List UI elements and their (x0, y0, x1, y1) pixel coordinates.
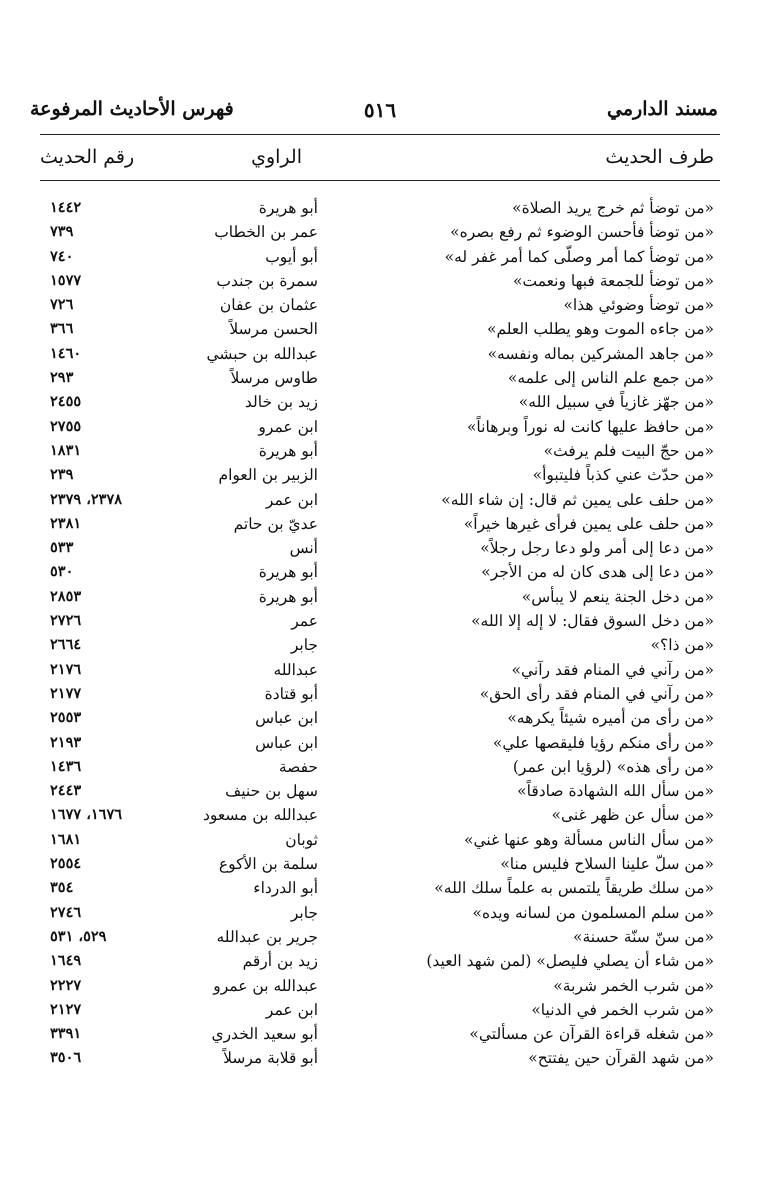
narrator-name: أبو الدرداء (253, 879, 318, 898)
hadith-number: ٢١٧٧ (50, 684, 82, 702)
hadith-text: «من رآني في المنام فقد رأى الحق» (479, 684, 714, 703)
book-title: مسند الدارمي (607, 98, 718, 120)
table-row (40, 293, 720, 317)
table-row (40, 269, 720, 293)
hadith-text: «من سأل الله الشهادة صادقاً» (517, 782, 714, 801)
narrator-name: الزبير بن العوام (218, 466, 318, 485)
table-row (40, 876, 720, 900)
table-row (40, 585, 720, 609)
hadith-number: ٢٦٦٤ (50, 636, 82, 654)
hadith-number: ٣٥٤ (50, 879, 74, 897)
table-row (40, 998, 720, 1022)
index-table (40, 196, 720, 1071)
hadith-number: ٥٣٠ (50, 563, 74, 581)
hadith-text: «من توضأ وضوئي هذا» (563, 296, 714, 315)
table-row (40, 560, 720, 584)
narrator-name: ابن عمر (265, 1000, 318, 1019)
hadith-text: «من دعا إلى هدى كان له من الأجر» (481, 563, 714, 582)
table-row (40, 245, 720, 269)
table-row (40, 512, 720, 536)
column-headers (40, 146, 720, 176)
narrator-name: عديّ بن حاتم (233, 514, 318, 533)
hadith-number: ٢٢٢٧ (50, 976, 82, 994)
table-row (40, 901, 720, 925)
table-row (40, 633, 720, 657)
hadith-number: ٢٣٩ (50, 466, 74, 484)
narrator-name: سلمة بن الأكوع (218, 855, 318, 874)
table-row (40, 852, 720, 876)
narrator-name: أبو سعيد الخدري (211, 1025, 318, 1044)
table-row (40, 439, 720, 463)
hadith-number: ١٦٧٦، ١٦٧٧ (50, 806, 123, 824)
narrator-name: أبو هريرة (258, 199, 318, 217)
hadith-number: ٧٢٦ (50, 296, 74, 314)
table-row (40, 828, 720, 852)
narrator-name: جرير بن عبدالله (216, 927, 318, 946)
table-row (40, 974, 720, 998)
narrator-name: طاوس مرسلاً (230, 369, 318, 388)
hadith-number: ١٦٨١ (50, 830, 82, 848)
hadith-text: «من حجّ البيت فلم يرفث» (543, 441, 714, 460)
narrator-name: ثوبان (285, 830, 318, 849)
table-row (40, 609, 720, 633)
hadith-number: ٢٥٥٣ (50, 709, 82, 727)
hadith-number: ٥٢٩، ٥٣١ (50, 927, 107, 945)
column-header-narrator: الراوي (251, 146, 302, 168)
hadith-text: «من حلف على يمين فرأى غيرها خيراً» (463, 514, 714, 533)
narrator-name: أنس (289, 539, 318, 558)
hadith-number: ٢٣٧٨، ٢٣٧٩ (50, 490, 123, 508)
table-row (40, 366, 720, 390)
hadith-text: «من سنّ سنّة حسنة» (572, 927, 714, 946)
table-row (40, 196, 720, 220)
hadith-number: ١٥٧٧ (50, 271, 82, 289)
column-header-rule (40, 180, 720, 181)
narrator-name: أبو أيوب (265, 247, 318, 266)
hadith-text: «من رأى منكم رؤيا فليقصها علي» (492, 733, 714, 752)
hadith-number: ٧٣٩ (50, 223, 74, 241)
narrator-name: زيد بن خالد (244, 393, 318, 412)
column-header-hadith: طرف الحديث (605, 146, 714, 168)
narrator-name: زيد بن أرقم (242, 952, 318, 971)
narrator-name: ابن عباس (255, 733, 318, 752)
hadith-text: «من دخل السوق فقال: لا إله إلا الله» (471, 612, 714, 631)
hadith-number: ٢١٢٧ (50, 1000, 82, 1018)
narrator-name: عبدالله بن مسعود (202, 806, 318, 825)
hadith-text: «من توضأ للجمعة فبها ونعمت» (512, 271, 714, 290)
hadith-number: ٥٣٣ (50, 539, 74, 557)
hadith-number: ٢٣٨١ (50, 514, 82, 532)
hadith-text: «من حلف على يمين ثم قال: إن شاء الله» (441, 490, 714, 509)
narrator-name: أبو قتادة (264, 684, 318, 703)
hadith-text: «من جاءه الموت وهو يطلب العلم» (486, 320, 714, 339)
hadith-text: «من حدّث عني كذباً فليتبوأ» (532, 466, 714, 485)
hadith-number: ١٤٣٦ (50, 757, 82, 775)
narrator-name: حفصة (278, 757, 318, 776)
hadith-text: «من رآني في المنام فقد رآني» (511, 660, 714, 679)
hadith-number: ٣٥٠٦ (50, 1049, 82, 1067)
hadith-text: «من دخل الجنة ينعم لا يبأس» (521, 587, 714, 606)
hadith-number: ١٦٤٩ (50, 952, 82, 970)
narrator-name: أبو هريرة (258, 563, 318, 582)
narrator-name: عبدالله بن حبشي (206, 344, 318, 363)
table-row (40, 682, 720, 706)
table-row (40, 731, 720, 755)
hadith-text: «من توضأ ثم خرج يريد الصلاة» (512, 199, 714, 217)
hadith-text: «من شغله قراءة القرآن عن مسألتي» (469, 1025, 714, 1044)
hadith-text: «من جاهد المشركين بماله ونفسه» (487, 344, 714, 363)
hadith-number: ٢٤٤٣ (50, 782, 82, 800)
table-row (40, 949, 720, 973)
narrator-name: سمرة بن جندب (216, 271, 318, 290)
narrator-name: ابن عمر (265, 490, 318, 509)
hadith-text: «من سلم المسلمون من لسانه ويده» (472, 903, 714, 922)
narrator-name: جابر (290, 903, 318, 922)
narrator-name: سهل بن حنيف (225, 782, 318, 801)
column-header-number: رقم الحديث (40, 146, 135, 168)
hadith-text: «من حافظ عليها كانت له نوراً وبرهاناً» (466, 417, 714, 436)
narrator-name: أبو هريرة (258, 587, 318, 606)
hadith-text: «من شرب الخمر في الدنيا» (531, 1000, 714, 1019)
narrator-name: عمر (291, 612, 318, 631)
hadith-number: ٢١٧٦ (50, 660, 82, 678)
hadith-text: «من دعا إلى أمر ولو دعا رجل رجلاً» (480, 539, 714, 558)
table-row (40, 755, 720, 779)
table-row (40, 488, 720, 512)
hadith-text: «من رأى هذه» (لرؤيا ابن عمر) (512, 757, 714, 776)
hadith-number: ٢٤٥٥ (50, 393, 82, 411)
narrator-name: عمر بن الخطاب (214, 223, 318, 242)
hadith-number: ١٨٣١ (50, 441, 82, 459)
hadith-number: ٧٤٠ (50, 247, 74, 265)
narrator-name: ابن عباس (255, 709, 318, 728)
page-number: ٥١٦ (363, 98, 397, 122)
hadith-number: ٢٧٤٦ (50, 903, 82, 921)
hadith-text: «من سلّ علينا السلاح فليس منا» (500, 855, 714, 874)
hadith-number: ١٤٦٠ (50, 344, 82, 362)
table-row (40, 536, 720, 560)
hadith-text: «من توضأ فأحسن الوضوء ثم رفع بصره» (450, 223, 714, 242)
hadith-number: ٣٣٩١ (50, 1025, 82, 1043)
narrator-name: جابر (290, 636, 318, 655)
table-row (40, 415, 720, 439)
narrator-name: أبو قلابة مرسلاً (223, 1049, 318, 1068)
table-row (40, 706, 720, 730)
table-row (40, 390, 720, 414)
narrator-name: عثمان بن عفان (219, 296, 318, 315)
table-row (40, 803, 720, 827)
hadith-text: «من سلك طريقاً يلتمس به علماً سلك الله» (434, 879, 714, 898)
narrator-name: الحسن مرسلاً (229, 320, 318, 339)
hadith-text: «من توضأ كما أمر وصلّى كما أمر غفر له» (444, 247, 714, 266)
table-row (40, 463, 720, 487)
table-row (40, 925, 720, 949)
hadith-text: «من سأل الناس مسألة وهو عنها غني» (464, 830, 714, 849)
hadith-text: «من جمع علم الناس إلى علمه» (507, 369, 714, 388)
hadith-number: ٣٦٦ (50, 320, 74, 338)
hadith-text: «من رأى من أميره شيئاً يكرهه» (507, 709, 714, 728)
hadith-number: ٢٧٢٦ (50, 612, 82, 630)
table-row (40, 779, 720, 803)
table-row (40, 1046, 720, 1070)
hadith-number: ٢٧٥٥ (50, 417, 82, 435)
table-row (40, 658, 720, 682)
header-rule (40, 134, 720, 135)
hadith-text: «من شرب الخمر شربة» (553, 976, 714, 995)
hadith-text: «من شهد القرآن حين يفتتح» (528, 1049, 714, 1068)
hadith-number: ٢٩٣ (50, 369, 74, 387)
table-row (40, 1022, 720, 1046)
hadith-text: «من جهّز غازياً في سبيل الله» (518, 393, 714, 412)
table-row (40, 317, 720, 341)
hadith-text: «من شاء أن يصلي فليصل» (لمن شهد العيد) (426, 952, 714, 971)
hadith-number: ٢٨٥٣ (50, 587, 82, 605)
narrator-name: عبدالله بن عمرو (213, 976, 318, 995)
table-row (40, 220, 720, 244)
narrator-name: أبو هريرة (258, 441, 318, 460)
table-row (40, 342, 720, 366)
running-header (30, 98, 730, 128)
hadith-number: ١٤٤٢ (50, 199, 82, 216)
hadith-text: «من سأل عن ظهر غنى» (551, 806, 714, 825)
hadith-text: «من ذا؟» (650, 636, 714, 655)
hadith-number: ٢٥٥٤ (50, 855, 82, 873)
narrator-name: ابن عمرو (258, 417, 318, 436)
hadith-number: ٢١٩٣ (50, 733, 82, 751)
section-title: فهرس الأحاديث المرفوعة (30, 98, 234, 120)
narrator-name: عبدالله (273, 660, 318, 679)
